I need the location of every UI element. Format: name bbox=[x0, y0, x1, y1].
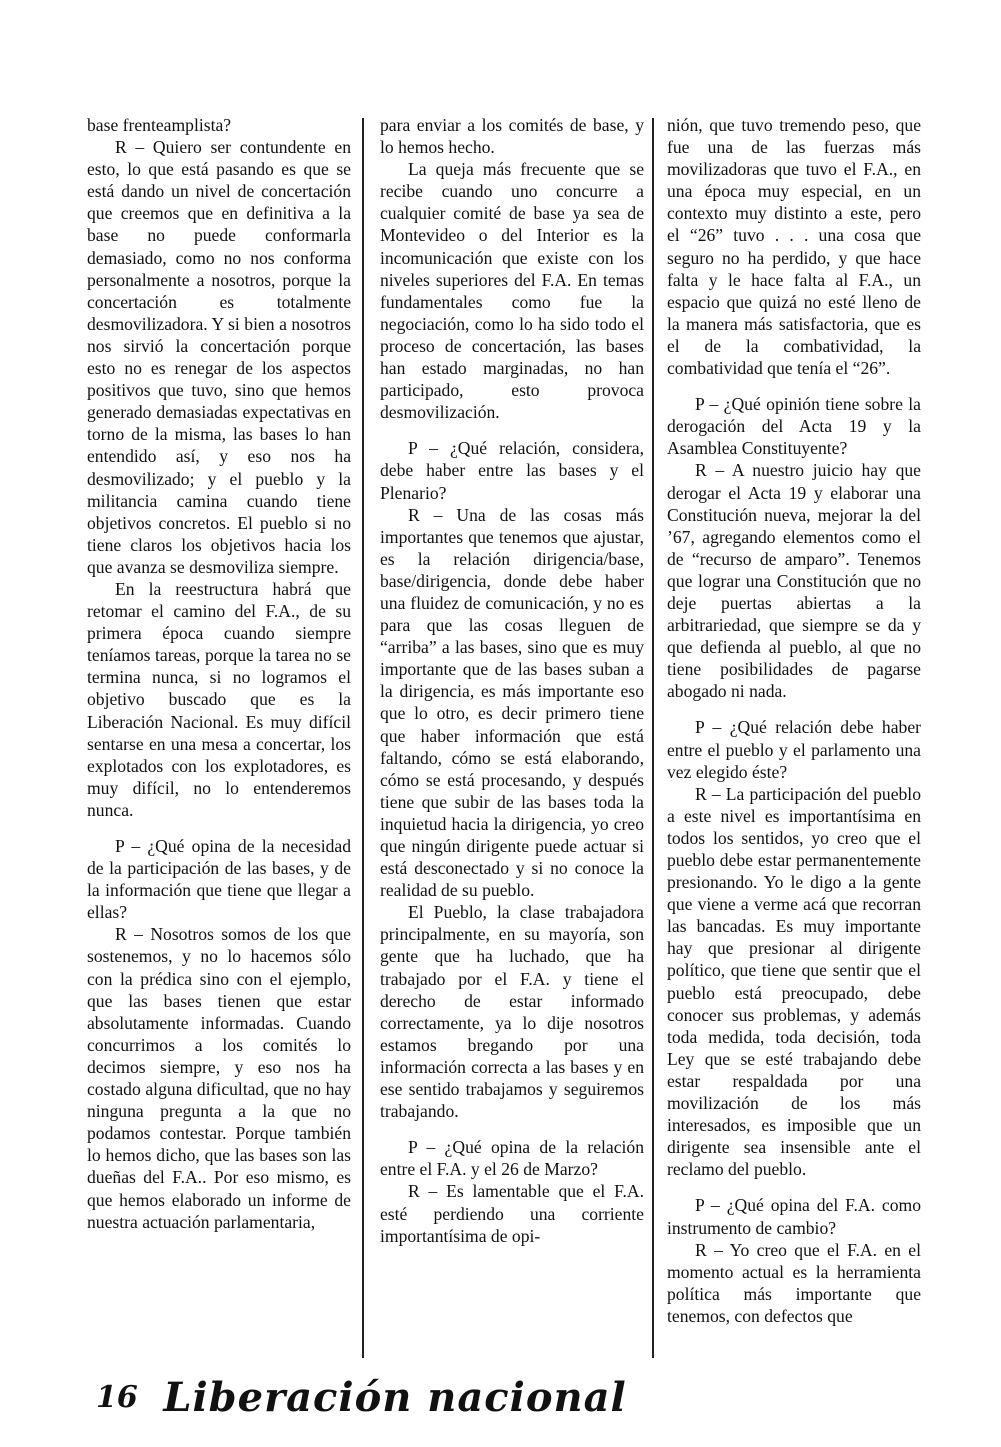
text-column-1 bbox=[87, 114, 351, 1233]
question-paragraph: P – ¿Qué opina de la relación entre el F.A. y el 26 de Marzo? bbox=[380, 1137, 644, 1180]
answer-paragraph: R – Una de las cosas más importantes que tenemos que ajustar, es la relación dirigencia/base, base/dirigencia, donde debe haber una fluidez de comunicación, y no es para que las cosas lleguen de “arriba” a las bases, sino que es muy importante que de las bases suban a la dirigencia, es más importante eso que lo otro, es decir primero tiene que haber información que está faltando, cómo se está elaborando, cómo se está procesando, y después tiene que subir de las bases toda la inquietud hacia la dirigencia, yo creo que ningún dirigente puede actuar si está desconectado y si no conoce la realidad de su pueblo. bbox=[380, 504, 644, 901]
question-paragraph: P – ¿Qué relación, considera, debe haber entre las bases y el Plenario? bbox=[380, 438, 644, 503]
paragraph: para enviar a los comités de base, y lo hemos hecho. bbox=[380, 115, 644, 158]
column-divider bbox=[362, 118, 364, 1358]
paragraph: El Pueblo, la clase trabajadora principalmente, en su mayoría, son gente que ha luchado, que ha trabajado por el F.A. y tiene el derecho de estar informado correctamente, ya lo dije nosotros estamos bregando por una información correcta a las bases y en ese sentido trabajamos y seguiremos trabajando. bbox=[380, 902, 644, 1122]
question-paragraph: P – ¿Qué opinión tiene sobre la derogación del Acta 19 y la Asamblea Constituyente? bbox=[667, 394, 921, 459]
paragraph: base frenteamplista? bbox=[87, 115, 232, 135]
paragraph: La queja más frecuente que se recibe cuando uno concurre a cualquier comité de base ya sea de Montevideo o del Interior es la incomunicación que existe con los niveles superiores del F.A. En temas fundamentales como fue la negociación, como lo ha sido todo el proceso de concertación, las bases han estado marginadas, no han participado, esto provoca desmovilización. bbox=[380, 159, 644, 423]
answer-paragraph: R – La participación del pueblo a este nivel es importantísima en todos los sentidos, yo creo que el pueblo debe estar permanentemente presionando. Yo le digo a la gente que viene a verme acá que recorran las bancadas. Es muy importante hay que presionar al dirigente político, que tiene que sentir que el pueblo está preocupado, debe conocer sus problemas, y además toda medida, toda decisión, toda Ley que se esté trabajando debe estar respaldada por una movilización de los más interesados, es imposible que un dirigente sea insensible ante el reclamo del pueblo. bbox=[667, 783, 921, 1180]
page-number: 16 bbox=[96, 1380, 138, 1415]
page-footer bbox=[96, 1374, 627, 1421]
question-paragraph: P – ¿Qué opina de la necesidad de la participación de las bases, y de la información que tiene que llegar a ellas? bbox=[87, 836, 351, 923]
column-divider bbox=[652, 118, 654, 1358]
question-paragraph: P – ¿Qué opina del F.A. como instrumento de cambio? bbox=[667, 1195, 921, 1238]
paragraph: En la reestructura habrá que retomar el camino del F.A., de su primera época cuando siempre teníamos tareas, porque la tarea no se termina nunca, si no logramos el objetivo buscado que es la Liberación Nacional. Es muy difícil sentarse en una mesa a concertar, los explotados con los explotadores, es muy difícil, no lo entenderemos nunca. bbox=[87, 578, 351, 820]
masthead-logo: Liberación nacional bbox=[163, 1374, 627, 1421]
paragraph: R – Quiero ser contundente en esto, lo que está pasando es que se está dando un nivel de concertación que creemos que en definitiva a la base no puede conformarla demasiado, como no nos conforma personalmente a nosotros, porque la concertación es totalmente desmovilizadora. Y si bien a nosotros nos sirvió la concertación porque esto no es renegar de los aspectos positivos que tuvo, sino que hemos generado demasiadas expectativas en torno de la misma, las bases lo han entendido así, y eso nos ha desmovilizado; y el pueblo y la militancia camina cuando tiene objetivos concretos. El pueblo si no tiene claros los objetivos hacia los que avanza se desmoviliza siempre. bbox=[87, 137, 351, 577]
answer-paragraph: R – Yo creo que el F.A. en el momento actual es la herramienta política más importante que tenemos, con defectos que bbox=[667, 1239, 921, 1326]
question-paragraph: P – ¿Qué relación debe haber entre el pueblo y el parlamento una vez elegido éste? bbox=[667, 717, 921, 782]
answer-paragraph: R – Es lamentable que el F.A. esté perdiendo una corriente importantísima de opi- bbox=[380, 1181, 644, 1246]
text-column-2 bbox=[380, 114, 644, 1247]
answer-paragraph: R – A nuestro juicio hay que derogar el Acta 19 y elaborar una Constitución nueva, mejorar la del ’67, agregando elementos como el de “recurso de amparo”. Tenemos que lograr una Constitución que no deje puertas abiertas a la arbitrariedad, que siempre se da y que defienda al pueblo, al que no tiene posibilidades de pagarse abogado ni nada. bbox=[667, 460, 921, 702]
text-column-3 bbox=[667, 114, 921, 1327]
answer-paragraph: R – Nosotros somos de los que sostenemos, y no lo hacemos sólo con la prédica sino con el ejemplo, que las bases tienen que estar absolutamente informadas. Cuando concurrimos a los comités lo decimos siempre, y eso nos ha costado alguna dificultad, que no hay ninguna pregunta a la que no podamos contestar. Porque también lo hemos dicho, que las bases son las dueñas del F.A.. Por eso mismo, es que hemos elaborado un informe de nuestra actuación parlamentaria, bbox=[87, 924, 351, 1232]
paragraph: nión, que tuvo tremendo peso, que fue una de las fuerzas más movilizadoras que tuvo el F.A., en una época muy especial, en un contexto muy distinto a este, pero el “26” tuvo . . . una cosa que seguro no ha perdido, y que hace falta y le hace falta al F.A., un espacio que quizá no esté lleno de la manera más satisfactoria, que es el de la combatividad, la combatividad que tenía el “26”. bbox=[667, 115, 921, 379]
